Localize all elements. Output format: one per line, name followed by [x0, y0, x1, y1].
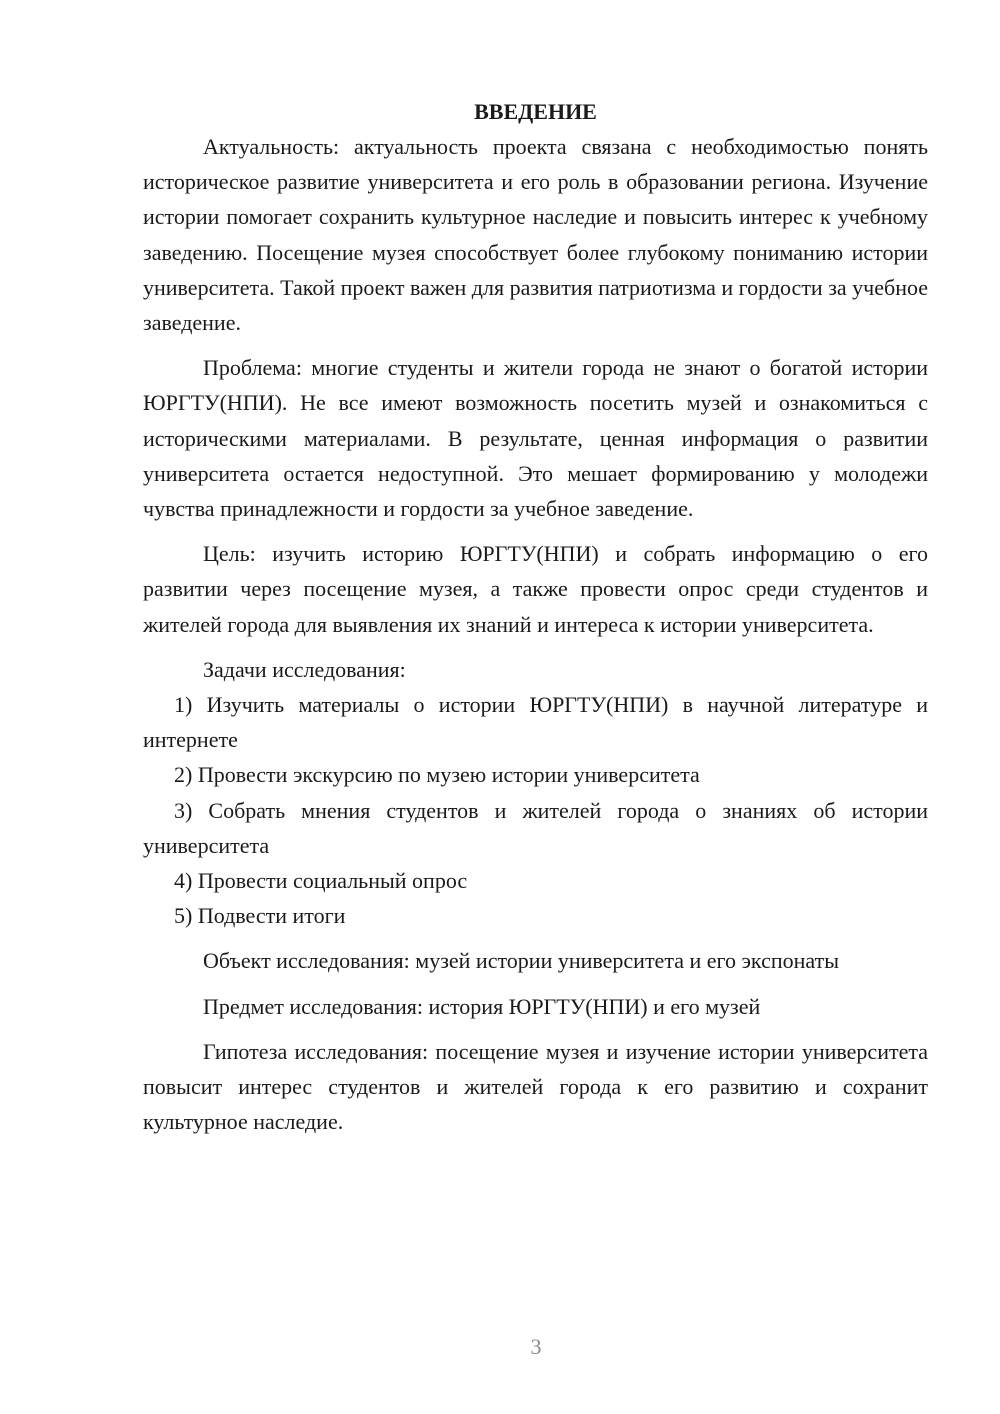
goal-paragraph: Цель: изучить историю ЮРГТУ(НПИ) и собрать информацию о его развитии через посещение музея, а также провести опрос среди студентов и жителей города для выявления их знаний и интереса к истории университета. — [143, 541, 928, 637]
task-item-2: 2) Провести экскурсию по музею истории университета — [174, 762, 700, 788]
section-heading: ВВЕДЕНИЕ — [474, 99, 597, 124]
task-item-3: 3) Собрать мнения студентов и жителей города о знаниях об истории университета — [143, 797, 928, 858]
page-number: 3 — [530, 1334, 542, 1359]
relevance-paragraph: Актуальность: актуальность проекта связана с необходимостью понять историческое развитие университета и его роль в образовании региона. Изучение истории помогает сохранить культурное наследие и повысить интерес к учебному заведению. Посещение музея способствует более глубокому пониманию истории университета. Такой проект важен для развития патриотизма и гордости за учебное заведение. — [143, 134, 928, 336]
hypothesis-paragraph: Гипотеза исследования: посещение музея и изучение истории университета повысит интерес студентов и жителей города к его развитию и сохранит культурное наследие. — [143, 1038, 928, 1135]
task-item-5: 5) Подвести итоги — [174, 903, 346, 929]
problem-paragraph: Проблема: многие студенты и жители города не знают о богатой истории ЮРГТУ(НПИ). Не все имеют возможность посетить музей и ознакомиться с историческими материалами. В результате, ценная информация о развитии университета остается недоступной. Это мешает формированию у молодежи чувства принадлежности и гордости за учебное заведение. — [143, 355, 928, 522]
task-item-1: 1) Изучить материалы о истории ЮРГТУ(НПИ) в научной литературе и интернете — [143, 692, 928, 753]
task-item-4: 4) Провести социальный опрос — [174, 868, 468, 894]
tasks-heading: Задачи исследования: — [203, 656, 406, 682]
object-paragraph: Объект исследования: музей истории университета и его экспонаты — [203, 948, 839, 974]
subject-paragraph: Предмет исследования: история ЮРГТУ(НПИ) и его музей — [203, 993, 761, 1019]
page-content — [143, 94, 928, 1139]
